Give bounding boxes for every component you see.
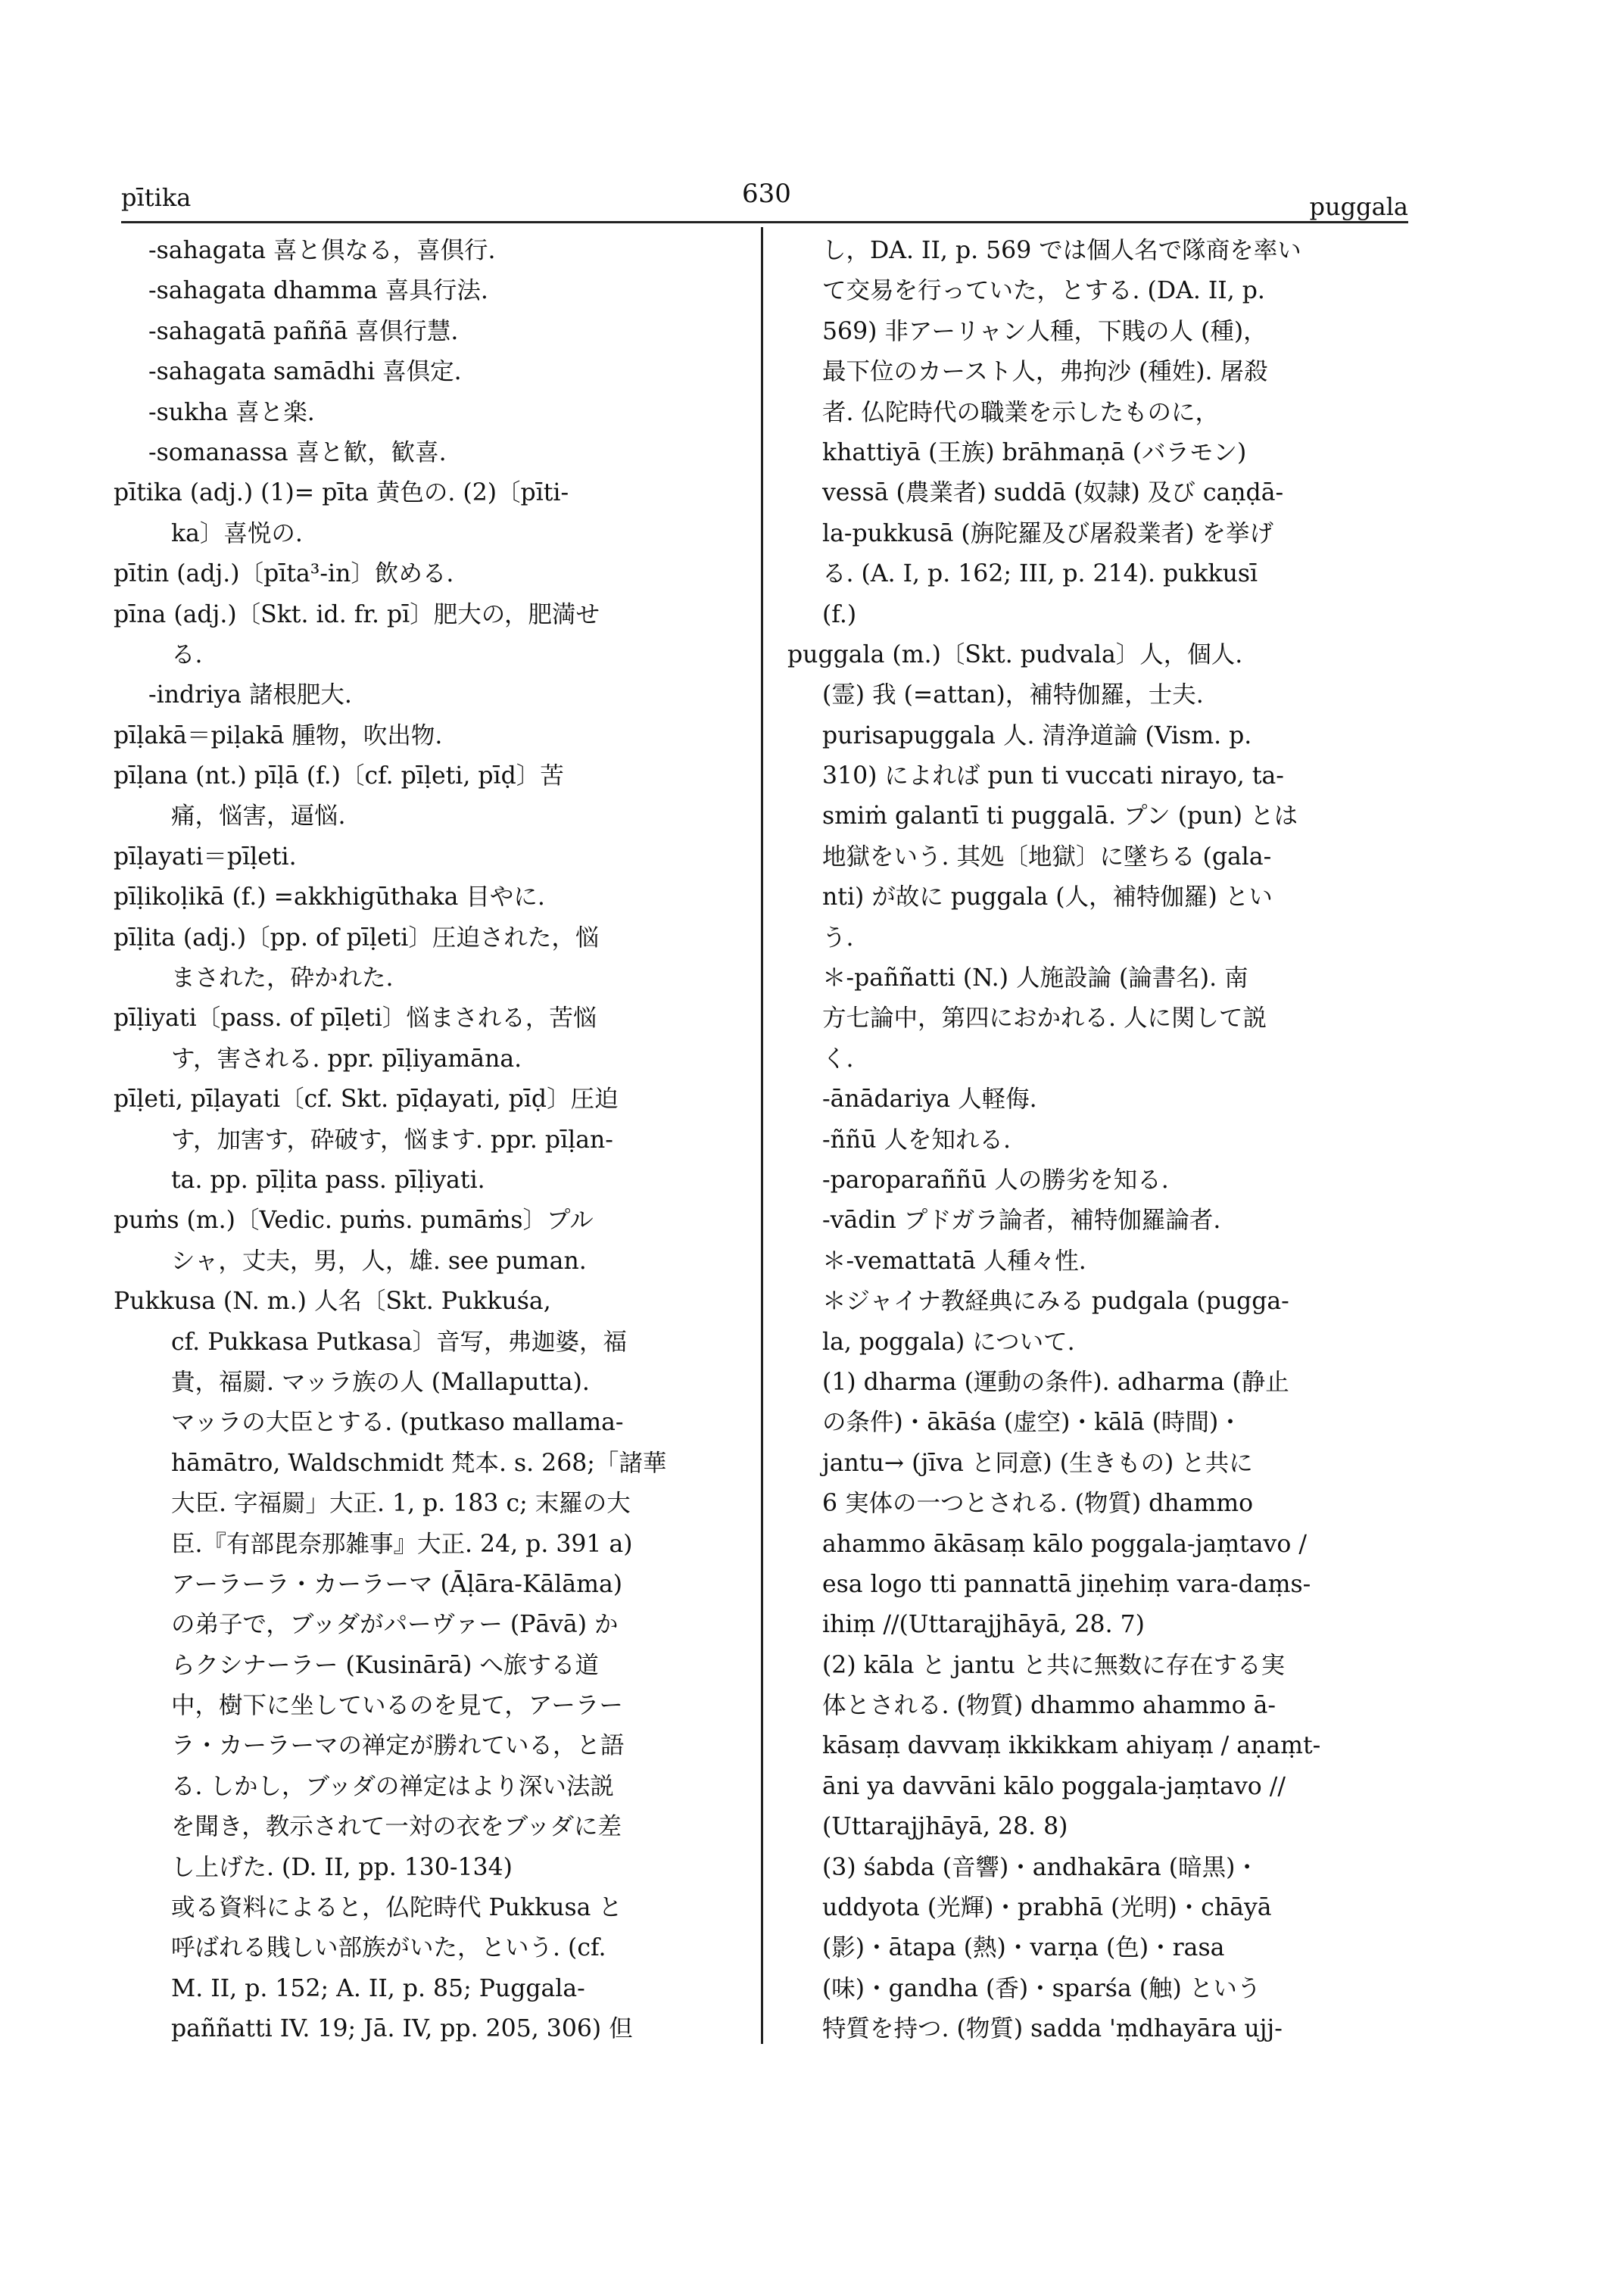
text-line: 方七論中，第四におかれる. 人に関して説: [822, 1005, 1267, 1033]
text-line: ラ・カーラーマの禅定が勝れている，と語: [171, 1732, 625, 1760]
text-line: jantu→ (jīva と同意) (生きもの) と共に: [822, 1449, 1253, 1477]
right-column: [787, 231, 1416, 2050]
entry-headword-line: pīḷeti, pīḷayati〔cf. Skt. pīḍayati, pīḍ〕圧迫: [114, 1086, 619, 1114]
header-left-guide-word: pītika: [121, 183, 192, 212]
text-line: 大臣. 字福罽」大正. 1, p. 183 c; 末羅の大: [171, 1490, 631, 1518]
text-line: まされた，砕かれた.: [171, 964, 394, 992]
text-line: āni ya davvāni kālo poggala-jaṃtavo //: [822, 1772, 1286, 1800]
page-number: 630: [742, 179, 791, 209]
text-line: kāsaṃ davvaṃ ikkikkam ahiyaṃ / aṇaṃt-: [822, 1732, 1321, 1760]
text-line: (味)・gandha (香)・sparśa (触) という: [822, 1974, 1261, 2002]
text-line: う.: [822, 924, 854, 952]
left-column: [114, 231, 742, 2050]
entry-headword-line: pīḷikoḷikā (f.) =akkhigūthaka 目やに.: [114, 883, 545, 911]
text-line: 臣.『有部毘奈那雑事』大正. 24, p. 391 a): [171, 1530, 633, 1558]
text-line: アーラーラ・カーラーマ (Āḷāra-Kālāma): [171, 1570, 623, 1598]
text-line: purisapuggala 人. 清浄道論 (Vism. p.: [822, 721, 1252, 749]
text-line: 310) によれば pun ti vuccati nirayo, ta-: [822, 762, 1284, 790]
text-line: 6 実体の一つとされる. (物質) dhammo: [822, 1490, 1254, 1518]
text-line: 貴，福罽. マッラ族の人 (Mallaputta).: [171, 1368, 590, 1396]
text-line: -paroparaññū 人の勝劣を知る.: [822, 1166, 1169, 1194]
text-line: ＊ジャイナ教経典にみる pudgala (pugga-: [822, 1288, 1289, 1316]
text-line: す，加害す，砕破す，悩ます. ppr. pīḷan-: [171, 1126, 613, 1154]
text-line: す，害される. ppr. pīḷiyamāna.: [171, 1045, 522, 1073]
entry-headword-line: pīḷiyati〔pass. of pīḷeti〕悩まされる，苦悩: [114, 1005, 597, 1033]
text-line: て交易を行っていた，とする. (DA. II, p.: [822, 277, 1265, 305]
text-line: esa logo tti pannattā jiṇehiṃ vara-daṃs-: [822, 1570, 1311, 1598]
text-line: マッラの大臣とする. (putkaso mallama-: [171, 1409, 624, 1437]
text-line: る. (A. I, p. 162; III, p. 214). pukkusī: [822, 560, 1258, 588]
text-line: シャ，丈夫，男，人，雄. see puman.: [171, 1247, 587, 1275]
entry-headword-line: pīḷita (adj.)〔pp. of pīḷeti〕圧迫された，悩: [114, 924, 600, 952]
text-line: ＊-paññatti (N.) 人施設論 (論書名). 南: [822, 964, 1248, 992]
entry-headword-line: puggala (m.)〔Skt. pudvala〕人，個人.: [787, 640, 1243, 668]
entry-headword-line: pītin (adj.)〔pīta³-in〕飲める.: [114, 560, 454, 588]
text-line: -sukha 喜と楽.: [148, 398, 315, 426]
text-line: M. II, p. 152; A. II, p. 85; Puggala-: [171, 1974, 585, 2002]
text-line: く.: [822, 1045, 854, 1073]
text-line: る. しかし，ブッダの禅定はより深い法説: [171, 1772, 614, 1800]
text-line: (Uttarajjhāyā, 28. 8): [822, 1813, 1068, 1841]
text-line: 呼ばれる賎しい部族がいた，という. (cf.: [171, 1934, 606, 1962]
text-line: (f.): [822, 600, 857, 628]
text-line: ihiṃ //(Uttarajjhāyā, 28. 7): [822, 1611, 1145, 1639]
entry-headword-line: puṁs (m.)〔Vedic. puṁs. pumāṁs〕プル: [114, 1207, 594, 1235]
text-line: 者. 仏陀時代の職業を示したものに，: [822, 398, 1220, 426]
text-line: -vādin プドガラ論者，補特伽羅論者.: [822, 1207, 1221, 1235]
text-line: la, poggala) について.: [822, 1328, 1075, 1356]
text-line: し上げた. (D. II, pp. 130-134): [171, 1853, 513, 1881]
text-line: -sahagata dhamma 喜具行法.: [148, 277, 488, 305]
text-line: paññatti IV. 19; Jā. IV, pp. 205, 306) 但: [171, 2015, 633, 2043]
text-line: 特質を持つ. (物質) sadda 'ṃdhayāra ujj-: [822, 2015, 1283, 2043]
text-line: -somanassa 喜と歓，歓喜.: [148, 438, 447, 466]
entry-headword-line: pītika (adj.) (1)= pīta 黄色の. (2)〔pīti-: [114, 479, 569, 507]
text-line: を聞き，教示されて一対の衣をブッダに差: [171, 1813, 622, 1841]
text-line: ta. pp. pīḷita pass. pīḷiyati.: [171, 1166, 485, 1194]
text-line: 最下位のカースト人，弗拘沙 (種姓). 屠殺: [822, 358, 1268, 386]
entry-headword-line: pīḷakā＝piḷakā 腫物，吹出物.: [114, 721, 443, 749]
text-line: ＊-vemattatā 人種々性.: [822, 1247, 1086, 1275]
header-right-guide-word: puggala: [1309, 192, 1408, 221]
text-line: 中，樹下に坐しているのを見て，アーラー: [171, 1692, 623, 1720]
text-line: 或る資料によると，仏陀時代 Pukkusa と: [171, 1894, 622, 1922]
text-line: の条件)・ākāśa (虚空)・kālā (時間)・: [822, 1409, 1242, 1437]
text-line: (1) dharma (運動の条件). adharma (静止: [822, 1368, 1289, 1396]
text-line: らクシナーラー (Kusinārā) へ旅する道: [171, 1651, 599, 1679]
text-line: る.: [171, 640, 203, 668]
entry-headword-line: pīḷana (nt.) pīḷā (f.)〔cf. pīḷeti, pīḍ〕苦: [114, 762, 564, 790]
text-line: uddyota (光輝)・prabhā (光明)・chāyā: [822, 1894, 1272, 1922]
text-line: khattiyā (王族) brāhmaṇā (バラモン): [822, 438, 1247, 466]
text-line: ahammo ākāsaṃ kālo poggala-jaṃtavo /: [822, 1530, 1307, 1558]
text-line: -ññū 人を知れる.: [822, 1126, 1011, 1154]
entry-headword-line: pīna (adj.)〔Skt. id. fr. pī〕肥大の，肥満せ: [114, 600, 600, 628]
text-line: 地獄をいう. 其処〔地獄〕に墜ちる (gala-: [822, 843, 1272, 871]
text-line: (3) śabda (音響)・andhakāra (暗黒)・: [822, 1853, 1259, 1881]
text-line: smiṁ galantī ti puggalā. プン (pun) とは: [822, 802, 1298, 830]
text-line: -sahagata 喜と倶なる，喜倶行.: [148, 237, 496, 264]
text-line: の弟子で，ブッダがパーヴァー (Pāvā) か: [171, 1611, 619, 1639]
text-line: -sahagatā paññā 喜倶行慧.: [148, 317, 459, 345]
text-line: (影)・ātapa (熱)・varṇa (色)・rasa: [822, 1934, 1225, 1962]
entry-headword-line: Pukkusa (N. m.) 人名〔Skt. Pukkuśa,: [114, 1288, 551, 1316]
text-line: -indriya 諸根肥大.: [148, 681, 352, 709]
text-line: la-pukkusā (旃陀羅及び屠殺業者) を挙げ: [822, 519, 1273, 547]
entry-headword-line: pīḷayati＝pīḷeti.: [114, 843, 297, 871]
header-rule: [121, 221, 1408, 223]
text-line: hāmātro, Waldschmidt 梵本. s. 268;「諸華: [171, 1449, 667, 1477]
text-line: 痛，悩害，逼悩.: [171, 802, 346, 830]
text-line: (2) kāla と jantu と共に無数に存在する実: [822, 1651, 1286, 1679]
text-line: -ānādariya 人軽侮.: [822, 1086, 1037, 1114]
text-line: し，DA. II, p. 569 では個人名で隊商を率い: [822, 237, 1301, 264]
text-line: nti) が故に puggala (人，補特伽羅) とい: [822, 883, 1273, 911]
text-line: cf. Pukkasa Putkasa〕音写，弗迦婆，福: [171, 1328, 628, 1356]
column-divider: [761, 227, 763, 2044]
text-line: 569) 非アーリャン人種，下賎の人 (種)，: [822, 317, 1267, 345]
text-line: ka〕喜悦の.: [171, 519, 303, 547]
text-line: (霊) 我 (=attan)，補特伽羅，士夫.: [822, 681, 1204, 709]
text-line: vessā (農業者) suddā (奴隷) 及び caṇḍā-: [822, 479, 1284, 507]
text-line: 体とされる. (物質) dhammo ahammo ā-: [822, 1692, 1276, 1720]
page-header: [121, 179, 1408, 224]
text-line: -sahagata samādhi 喜倶定.: [148, 358, 462, 386]
